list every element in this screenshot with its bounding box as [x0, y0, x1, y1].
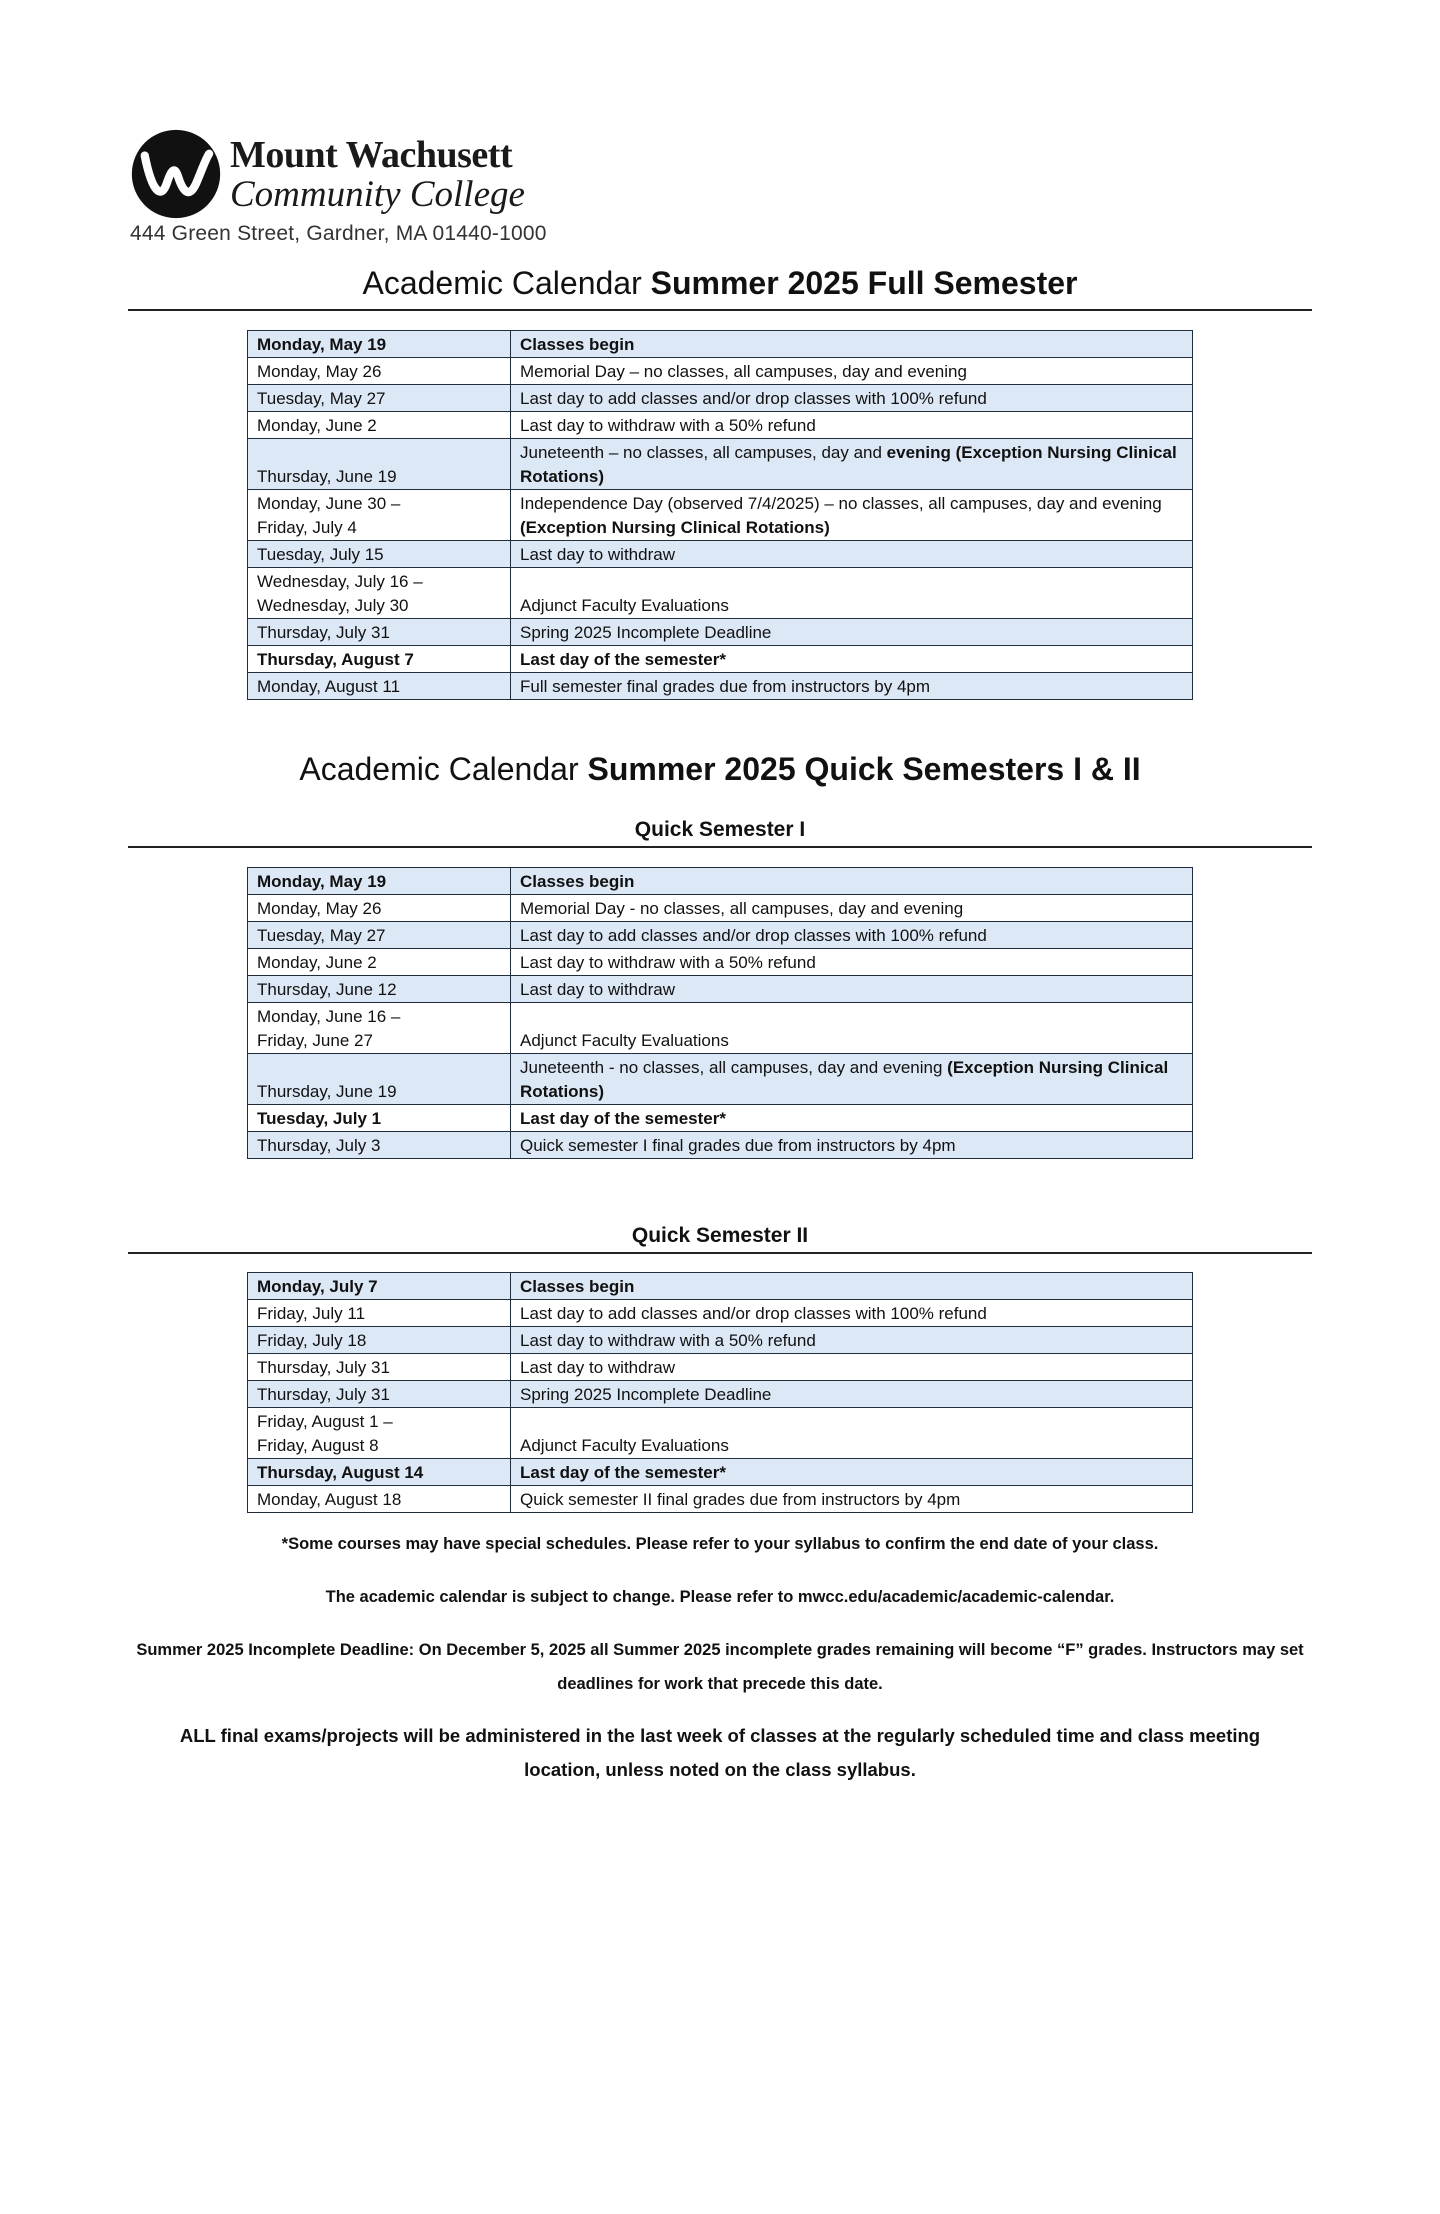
date-cell: Thursday, June 19	[248, 439, 511, 490]
date-cell: Thursday, July 3	[248, 1132, 511, 1159]
event-text: Juneteenth - no classes, all campuses, day and evening	[520, 1058, 948, 1077]
table-row	[248, 895, 1193, 922]
event-cell: Last day to add classes and/or drop classes with 100% refund	[511, 385, 1193, 412]
table-row	[248, 1273, 1193, 1300]
event-cell: Quick semester II final grades due from instructors by 4pm	[511, 1486, 1193, 1513]
event-cell: Adjunct Faculty Evaluations	[511, 1003, 1193, 1054]
date-cell: Monday, May 26	[248, 895, 511, 922]
date-cell: Monday, July 7	[248, 1273, 511, 1300]
date-cell: Thursday, July 31	[248, 619, 511, 646]
table-row	[248, 1459, 1193, 1486]
divider-rule	[128, 846, 1312, 848]
incomplete-deadline-note: Summer 2025 Incomplete Deadline: On December 5, 2025 all Summer 2025 incomplete grades remaining will become “F” grades. Instructors may set deadlines for work that precede this date.	[136, 1641, 1304, 1693]
college-name-line2: Community College	[230, 173, 525, 215]
event-cell: Last day to withdraw with a 50% refund	[511, 949, 1193, 976]
event-cell: Full semester final grades due from instructors by 4pm	[511, 673, 1193, 700]
divider-rule	[128, 309, 1312, 311]
quick-semester-2-table	[247, 1272, 1193, 1513]
table-row	[248, 331, 1193, 358]
full-semester-table	[247, 330, 1193, 700]
quick-semester-1-title: Quick Semester I	[634, 818, 806, 841]
table-row	[248, 949, 1193, 976]
table-row	[248, 1132, 1193, 1159]
date-cell: Thursday, July 31	[248, 1354, 511, 1381]
date-cell: Tuesday, May 27	[248, 385, 511, 412]
date-cell: Monday, May 19	[248, 331, 511, 358]
quick-title-regular: Academic Calendar	[299, 751, 588, 787]
date-cell: Monday, June 2	[248, 412, 511, 439]
event-text: Independence Day (observed 7/4/2025) – no classes, all campuses, day and evening	[520, 494, 1162, 513]
table-row	[248, 619, 1193, 646]
event-cell	[511, 1054, 1193, 1105]
quick-title-bold: Summer 2025 Quick Semesters I & II	[587, 751, 1141, 787]
date-cell: Monday, August 18	[248, 1486, 511, 1513]
calendar-change-note: The academic calendar is subject to change. Please refer to mwcc.edu/academic/academic-calendar.	[325, 1588, 1115, 1606]
date-range-start: Monday, June 30 –	[257, 494, 401, 513]
table-row	[248, 1105, 1193, 1132]
quick-semester-1-table	[247, 867, 1193, 1159]
event-cell: Last day of the semester*	[511, 1459, 1193, 1486]
date-cell: Thursday, July 31	[248, 1381, 511, 1408]
event-exception-text: (Exception Nursing Clinical Rotations)	[520, 1058, 1169, 1101]
date-cell	[248, 490, 511, 541]
event-cell: Last day to add classes and/or drop classes with 100% refund	[511, 922, 1193, 949]
date-range-end: Friday, August 8	[257, 1436, 379, 1455]
final-exams-note: ALL final exams/projects will be administered in the last week of classes at the regularly scheduled time and class meeting location, unless noted on the class syllabus.	[179, 1725, 1261, 1780]
date-cell: Tuesday, July 1	[248, 1105, 511, 1132]
table-row	[248, 673, 1193, 700]
date-range-start: Monday, June 16 –	[257, 1007, 401, 1026]
table-row	[248, 1300, 1193, 1327]
table-row	[248, 1054, 1193, 1105]
college-logo	[130, 128, 525, 220]
date-cell	[248, 1003, 511, 1054]
full-title-regular: Academic Calendar	[362, 265, 651, 301]
date-cell: Thursday, August 14	[248, 1459, 511, 1486]
table-row	[248, 412, 1193, 439]
event-cell: Last day to withdraw	[511, 541, 1193, 568]
date-range-start: Wednesday, July 16 –	[257, 572, 423, 591]
event-cell: Last day of the semester*	[511, 646, 1193, 673]
event-cell: Spring 2025 Incomplete Deadline	[511, 619, 1193, 646]
event-cell	[511, 439, 1193, 490]
college-address: 444 Green Street, Gardner, MA 01440-1000	[130, 222, 547, 245]
event-cell: Last day to withdraw with a 50% refund	[511, 1327, 1193, 1354]
table-row	[248, 1381, 1193, 1408]
date-cell: Thursday, June 12	[248, 976, 511, 1003]
table-row	[248, 1354, 1193, 1381]
full-semester-title	[0, 265, 1440, 302]
date-cell: Monday, August 11	[248, 673, 511, 700]
date-cell: Thursday, June 19	[248, 1054, 511, 1105]
date-range-end: Friday, June 27	[257, 1031, 373, 1050]
date-range-end: Wednesday, July 30	[257, 596, 409, 615]
event-cell: Last day to withdraw with a 50% refund	[511, 412, 1193, 439]
table-row	[248, 976, 1193, 1003]
event-exception-text: evening (Exception Nursing Clinical Rotations)	[520, 443, 1177, 486]
full-title-bold: Summer 2025 Full Semester	[650, 265, 1078, 301]
event-exception-text: (Exception Nursing Clinical Rotations)	[520, 518, 830, 537]
event-cell: Last day to withdraw	[511, 976, 1193, 1003]
event-cell: Classes begin	[511, 868, 1193, 895]
date-cell: Thursday, August 7	[248, 646, 511, 673]
table-row	[248, 922, 1193, 949]
special-schedules-note: *Some courses may have special schedules. Please refer to your syllabus to confirm the end date of your class.	[281, 1535, 1159, 1553]
table-row	[248, 1003, 1193, 1054]
mwcc-logo-icon	[130, 128, 222, 220]
event-text: Juneteenth – no classes, all campuses, day and	[520, 443, 887, 462]
event-cell: Last day of the semester*	[511, 1105, 1193, 1132]
event-cell: Spring 2025 Incomplete Deadline	[511, 1381, 1193, 1408]
table-row	[248, 868, 1193, 895]
date-cell: Tuesday, July 15	[248, 541, 511, 568]
quick-semesters-title	[0, 751, 1440, 788]
date-cell	[248, 1408, 511, 1459]
event-cell: Classes begin	[511, 331, 1193, 358]
event-cell: Adjunct Faculty Evaluations	[511, 1408, 1193, 1459]
table-row	[248, 385, 1193, 412]
date-cell: Monday, June 2	[248, 949, 511, 976]
table-row	[248, 1327, 1193, 1354]
event-cell: Memorial Day – no classes, all campuses, day and evening	[511, 358, 1193, 385]
event-cell: Memorial Day - no classes, all campuses, day and evening	[511, 895, 1193, 922]
divider-rule	[128, 1252, 1312, 1254]
date-range-end: Friday, July 4	[257, 518, 357, 537]
table-row	[248, 568, 1193, 619]
table-row	[248, 646, 1193, 673]
date-cell: Tuesday, May 27	[248, 922, 511, 949]
event-cell: Adjunct Faculty Evaluations	[511, 568, 1193, 619]
table-row	[248, 541, 1193, 568]
date-cell: Monday, May 19	[248, 868, 511, 895]
event-cell: Classes begin	[511, 1273, 1193, 1300]
date-cell: Friday, July 11	[248, 1300, 511, 1327]
quick-semester-2-title: Quick Semester II	[631, 1224, 809, 1247]
date-range-start: Friday, August 1 –	[257, 1412, 393, 1431]
event-cell: Last day to add classes and/or drop classes with 100% refund	[511, 1300, 1193, 1327]
table-row	[248, 358, 1193, 385]
date-cell: Friday, July 18	[248, 1327, 511, 1354]
college-name-line1: Mount Wachusett	[230, 133, 513, 176]
table-row	[248, 439, 1193, 490]
event-cell: Quick semester I final grades due from instructors by 4pm	[511, 1132, 1193, 1159]
table-row	[248, 490, 1193, 541]
date-cell: Monday, May 26	[248, 358, 511, 385]
event-cell	[511, 490, 1193, 541]
table-row	[248, 1408, 1193, 1459]
date-cell	[248, 568, 511, 619]
table-row	[248, 1486, 1193, 1513]
event-cell: Last day to withdraw	[511, 1354, 1193, 1381]
